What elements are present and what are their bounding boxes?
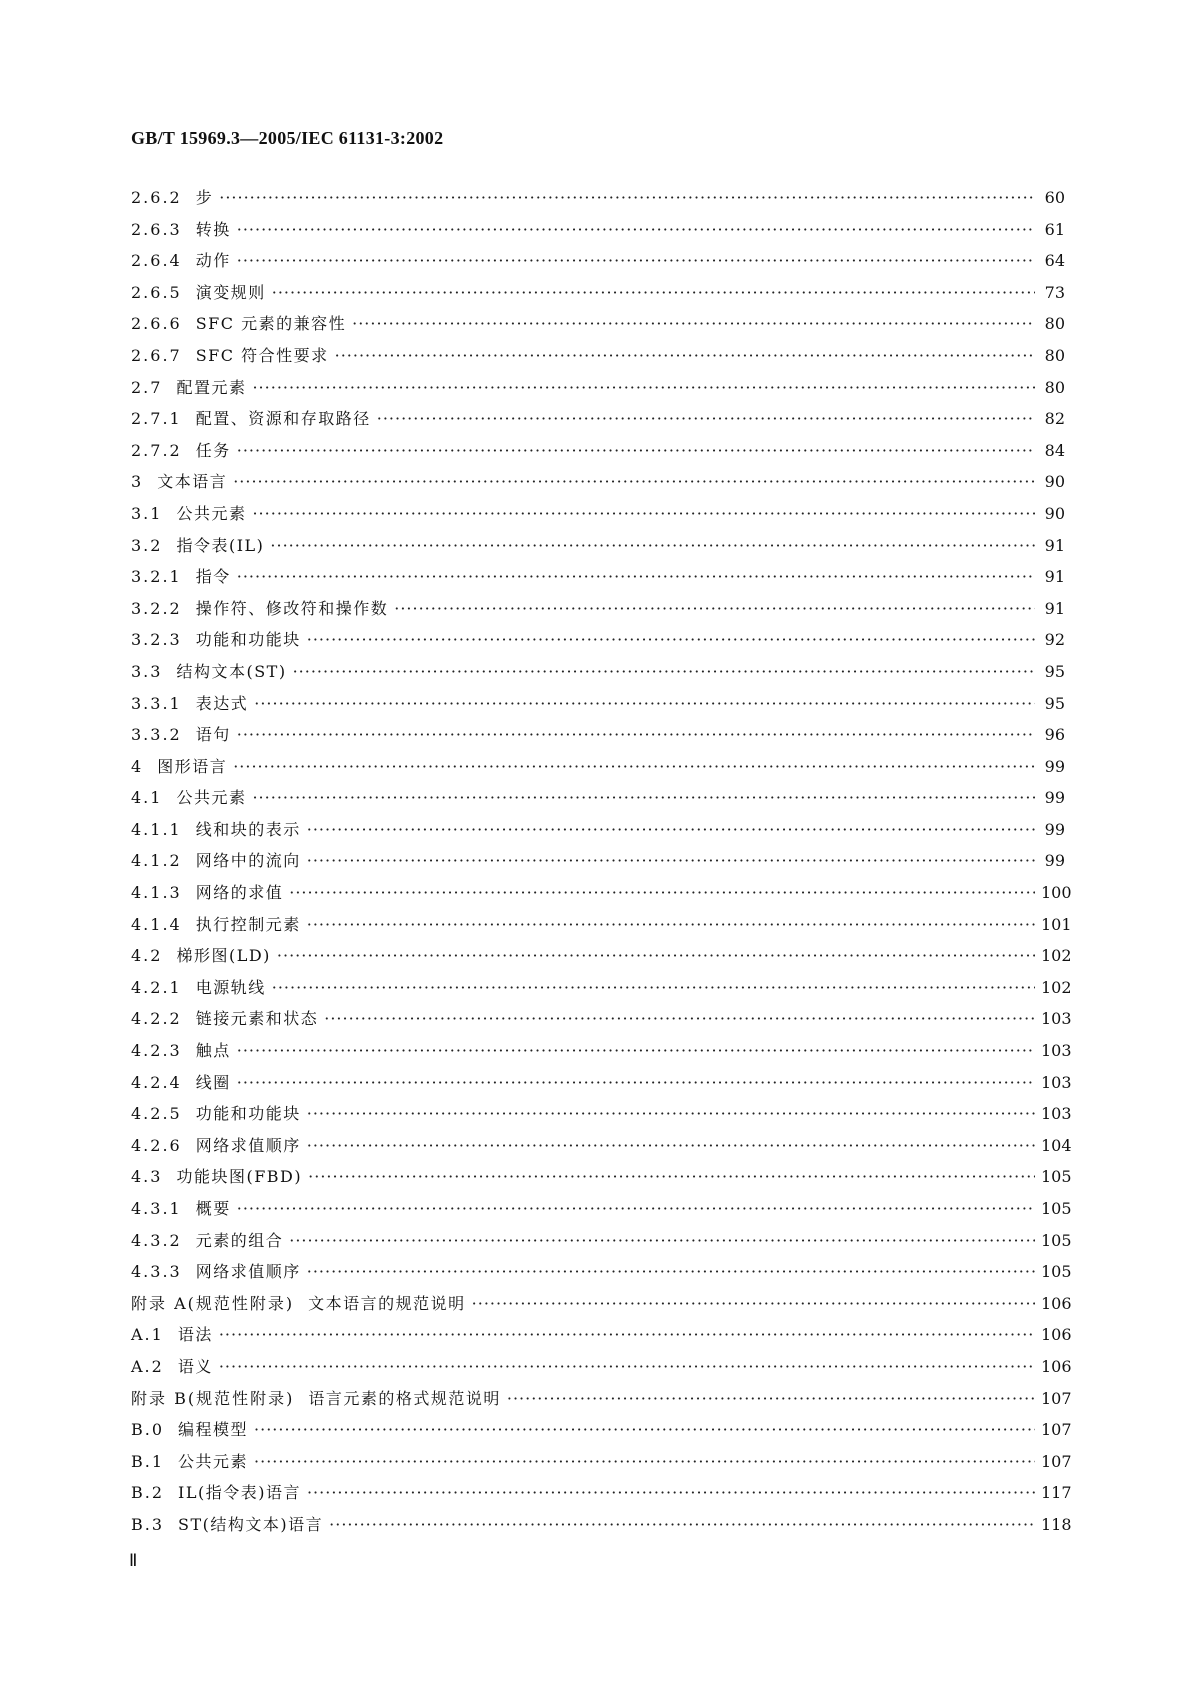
toc-entry-page: 64: [1044, 251, 1065, 271]
toc-entry-title: 表达式: [195, 693, 249, 713]
toc-entry-number: B.2: [131, 1483, 165, 1503]
toc-entry-title: 指令: [195, 567, 231, 587]
toc-leader-dots: [472, 1288, 1035, 1320]
toc-entry-title: 语言元素的格式规范说明: [308, 1388, 501, 1408]
toc-leader-dots: [307, 1256, 1035, 1288]
toc-entry-page: 106: [1041, 1356, 1072, 1376]
toc-entry-page: 80: [1044, 345, 1065, 365]
toc-leader-dots: [289, 1225, 1035, 1257]
toc-entry[interactable]: [131, 1225, 1072, 1257]
toc-entry-number: 2.6.2: [131, 188, 182, 207]
toc-entry-number: 2.6.7: [131, 345, 182, 365]
toc-leader-dots: [237, 561, 1035, 593]
toc-entry-number: B.1: [131, 1451, 165, 1471]
toc-entry-number: 2.7.1: [131, 409, 182, 429]
toc-entry-number: 4.1.4: [131, 914, 182, 934]
toc-entry-number: B.3: [131, 1514, 165, 1534]
toc-entry-page: 90: [1044, 472, 1065, 492]
toc-entry-title: 电源轨线: [195, 977, 266, 997]
toc-entry-title: 功能块图(FBD): [176, 1167, 303, 1187]
toc-entry[interactable]: [131, 561, 1065, 593]
toc-leader-dots: [307, 845, 1035, 877]
toc-entry-title: 语义: [177, 1356, 213, 1376]
toc-entry-page: 105: [1041, 1230, 1072, 1250]
toc-entry-page: 106: [1041, 1293, 1072, 1313]
toc-leader-dots: [237, 245, 1035, 277]
toc-leader-dots: [507, 1383, 1035, 1415]
toc-entry-page: 102: [1041, 946, 1072, 966]
toc-leader-dots: [272, 972, 1035, 1004]
toc-entry-number: 4.2.2: [131, 1009, 182, 1029]
toc-entry-number: 4.1: [131, 788, 163, 808]
toc-leader-dots: [252, 372, 1035, 404]
toc-leader-dots: [307, 1130, 1035, 1162]
toc-entry-page: 103: [1041, 1104, 1072, 1124]
toc-entry-page: 99: [1044, 788, 1065, 808]
toc-entry-page: 99: [1044, 851, 1065, 871]
toc-entry-title: 任务: [195, 440, 231, 460]
toc-entry-number: 4.2.3: [131, 1041, 182, 1061]
toc-entry-title: 网络求值顺序: [195, 1135, 301, 1155]
toc-leader-dots: [394, 593, 1035, 625]
toc-leader-dots: [254, 688, 1035, 720]
toc-leader-dots: [324, 1003, 1035, 1035]
toc-leader-dots: [219, 182, 1035, 214]
toc-entry-number: 3.2.2: [131, 598, 182, 618]
toc-entry[interactable]: [131, 1383, 1072, 1415]
toc-entry-number: A.1: [131, 1325, 164, 1345]
toc-entry[interactable]: [131, 877, 1072, 909]
toc-leader-dots: [254, 1414, 1035, 1446]
toc-leader-dots: [307, 1477, 1035, 1509]
toc-entry-number: 附录 A(规范性附录): [131, 1293, 295, 1313]
toc-entry-page: 104: [1041, 1135, 1072, 1155]
toc-entry[interactable]: [131, 782, 1065, 814]
toc-entry[interactable]: [131, 1067, 1072, 1099]
toc-leader-dots: [237, 719, 1035, 751]
toc-entry-page: 80: [1044, 314, 1065, 334]
toc-entry[interactable]: [131, 277, 1065, 309]
toc-entry[interactable]: [131, 940, 1072, 972]
toc-entry-page: 99: [1044, 756, 1065, 776]
toc-entry-number: 4.1.1: [131, 819, 182, 839]
toc-entry[interactable]: [131, 1319, 1072, 1351]
toc-leader-dots: [293, 656, 1035, 688]
toc-leader-dots: [237, 1035, 1035, 1067]
toc-leader-dots: [377, 403, 1035, 435]
toc-entry-title: 执行控制元素: [195, 914, 301, 934]
toc-entry-page: 91: [1044, 535, 1065, 555]
toc-entry-number: 4.1.3: [131, 883, 182, 903]
toc-leader-dots: [307, 909, 1035, 941]
toc-entry-title: 链接元素和状态: [195, 1009, 319, 1029]
toc-entry-page: 105: [1041, 1167, 1072, 1187]
toc-entry-title: 功能和功能块: [195, 630, 301, 650]
toc-entry-number: 4.2.6: [131, 1135, 182, 1155]
toc-entry-number: 2.6.5: [131, 282, 182, 302]
toc-entry-number: 2.7.2: [131, 440, 182, 460]
toc-entry-page: 92: [1044, 630, 1065, 650]
toc-leader-dots: [335, 340, 1035, 372]
toc-entry-page: 105: [1041, 1199, 1072, 1218]
toc-entry-title: 线和块的表示: [195, 819, 301, 839]
toc-entry-title: 配置元素: [176, 377, 247, 397]
toc-entry-page: 107: [1041, 1388, 1072, 1408]
toc-entry-title: 操作符、修改符和操作数: [195, 598, 389, 618]
toc-leader-dots: [252, 782, 1035, 814]
toc-entry-number: B.0: [131, 1420, 165, 1440]
toc-entry-page: 101: [1041, 914, 1072, 934]
toc-entry[interactable]: [131, 1477, 1072, 1509]
toc-entry-page: 99: [1044, 819, 1065, 839]
toc-entry-number: 4.3: [131, 1167, 163, 1187]
toc-entry-page: 107: [1041, 1420, 1072, 1440]
toc-entry[interactable]: [131, 814, 1065, 846]
toc-entry-title: 触点: [195, 1041, 231, 1061]
toc-entry-title: 公共元素: [176, 503, 247, 523]
toc-entry-page: 107: [1041, 1451, 1072, 1471]
toc-entry[interactable]: [131, 1351, 1072, 1383]
toc-entry-number: 4.3.1: [131, 1199, 182, 1218]
table-of-contents: [131, 182, 1072, 1541]
toc-leader-dots: [237, 1067, 1035, 1099]
toc-entry-title: 转换: [195, 219, 231, 239]
toc-entry-title: IL(指令表)语言: [178, 1483, 301, 1503]
page-number: Ⅱ: [129, 1551, 138, 1570]
toc-entry-title: 文本语言: [157, 472, 228, 492]
toc-entry[interactable]: [131, 1161, 1072, 1193]
toc-leader-dots: [307, 624, 1035, 656]
toc-entry[interactable]: [131, 1446, 1072, 1478]
toc-entry-number: 3.3.1: [131, 693, 182, 713]
toc-entry-title: 编程模型: [178, 1420, 249, 1440]
toc-entry-page: 73: [1044, 282, 1065, 302]
toc-entry-number: 4.3.2: [131, 1230, 182, 1250]
toc-leader-dots: [308, 1161, 1035, 1193]
toc-entry[interactable]: [131, 1098, 1072, 1130]
toc-entry[interactable]: [131, 498, 1065, 530]
toc-entry-title: 图形语言: [157, 756, 228, 776]
toc-entry-number: A.2: [131, 1356, 164, 1376]
toc-entry[interactable]: [131, 656, 1065, 688]
toc-entry[interactable]: [131, 1288, 1072, 1320]
toc-entry-number: 3.3: [131, 661, 163, 681]
toc-leader-dots: [307, 1098, 1035, 1130]
toc-leader-dots: [307, 814, 1035, 846]
toc-entry-title: 步: [195, 188, 214, 207]
toc-leader-dots: [237, 1193, 1035, 1225]
toc-entry-page: 103: [1041, 1009, 1072, 1029]
toc-entry-number: 4.2.1: [131, 977, 182, 997]
toc-entry-number: 附录 B(规范性附录): [131, 1388, 295, 1408]
toc-entry[interactable]: [131, 308, 1065, 340]
toc-leader-dots: [219, 1351, 1035, 1383]
toc-entry-title: 公共元素: [176, 788, 247, 808]
toc-entry-title: 元素的组合: [195, 1230, 284, 1250]
toc-leader-dots: [329, 1509, 1035, 1541]
toc-entry-title: 演变规则: [195, 282, 266, 302]
toc-entry-page: 96: [1044, 725, 1065, 745]
toc-entry-page: 90: [1044, 503, 1065, 523]
toc-leader-dots: [270, 530, 1035, 562]
toc-entry[interactable]: [131, 214, 1065, 246]
toc-entry[interactable]: [131, 1130, 1072, 1162]
toc-entry[interactable]: [131, 1193, 1072, 1225]
toc-entry-page: 91: [1044, 567, 1065, 587]
toc-entry-page: 95: [1044, 693, 1065, 713]
toc-entry-number: 2.6.4: [131, 251, 182, 271]
toc-entry-page: 106: [1041, 1325, 1072, 1345]
toc-entry[interactable]: [131, 340, 1065, 372]
toc-entry-page: 80: [1044, 377, 1065, 397]
toc-entry-title: 概要: [195, 1199, 231, 1218]
toc-entry[interactable]: [131, 182, 1065, 214]
toc-entry-title: 网络求值顺序: [195, 1262, 301, 1282]
toc-entry-page: 60: [1044, 188, 1065, 207]
toc-leader-dots: [277, 940, 1035, 972]
toc-entry[interactable]: [131, 1256, 1072, 1288]
toc-entry-page: 61: [1044, 219, 1065, 239]
toc-entry-page: 103: [1041, 1041, 1072, 1061]
toc-entry-title: 语法: [177, 1325, 213, 1345]
toc-entry[interactable]: [131, 1035, 1072, 1067]
toc-leader-dots: [219, 1319, 1035, 1351]
toc-entry[interactable]: [131, 435, 1065, 467]
toc-entry-page: 105: [1041, 1262, 1072, 1282]
toc-entry[interactable]: [131, 688, 1065, 720]
toc-entry-number: 2.7: [131, 377, 163, 397]
toc-entry-number: 3.2.3: [131, 630, 182, 650]
toc-entry-title: 功能和功能块: [195, 1104, 301, 1124]
toc-entry-title: SFC 符合性要求: [195, 345, 329, 365]
toc-entry-page: 91: [1044, 598, 1065, 618]
toc-entry-number: 3.1: [131, 503, 163, 523]
toc-entry-page: 103: [1041, 1072, 1072, 1092]
toc-entry-page: 102: [1041, 977, 1072, 997]
toc-leader-dots: [352, 308, 1035, 340]
toc-entry[interactable]: [131, 593, 1065, 625]
toc-entry[interactable]: [131, 530, 1065, 562]
toc-entry-title: ST(结构文本)语言: [178, 1514, 324, 1534]
toc-entry[interactable]: [131, 1414, 1072, 1446]
toc-entry[interactable]: [131, 624, 1065, 656]
toc-leader-dots: [237, 214, 1035, 246]
toc-entry-page: 100: [1041, 883, 1072, 903]
toc-entry-page: 82: [1044, 409, 1065, 429]
toc-entry[interactable]: [131, 466, 1065, 498]
toc-entry-page: 117: [1041, 1483, 1072, 1503]
toc-entry-title: 梯形图(LD): [176, 946, 271, 966]
toc-entry-title: 语句: [195, 725, 231, 745]
toc-entry-number: 3: [131, 472, 144, 492]
toc-leader-dots: [237, 435, 1035, 467]
toc-entry-title: 指令表(IL): [176, 535, 265, 555]
toc-entry-number: 4.3.3: [131, 1262, 182, 1282]
toc-entry-number: 2.6.3: [131, 219, 182, 239]
toc-entry[interactable]: [131, 719, 1065, 751]
toc-entry-number: 4.1.2: [131, 851, 182, 871]
toc-leader-dots: [233, 466, 1035, 498]
toc-entry[interactable]: [131, 372, 1065, 404]
toc-entry-number: 4.2.4: [131, 1072, 182, 1092]
toc-entry-title: 公共元素: [178, 1451, 249, 1471]
toc-entry-title: 文本语言的规范说明: [308, 1293, 466, 1313]
toc-entry-title: 结构文本(ST): [176, 661, 287, 681]
toc-entry[interactable]: [131, 1509, 1072, 1541]
toc-leader-dots: [272, 277, 1035, 309]
toc-entry-page: 118: [1041, 1514, 1072, 1534]
toc-entry-page: 95: [1044, 661, 1065, 681]
toc-entry-number: 3.2.1: [131, 567, 182, 587]
toc-entry-number: 3.2: [131, 535, 163, 555]
toc-entry[interactable]: [131, 403, 1065, 435]
toc-leader-dots: [254, 1446, 1035, 1478]
toc-entry-number: 4.2: [131, 946, 163, 966]
toc-entry[interactable]: [131, 972, 1072, 1004]
toc-entry-number: 4: [131, 756, 144, 776]
toc-entry-page: 84: [1044, 440, 1065, 460]
toc-entry-title: SFC 元素的兼容性: [195, 314, 347, 334]
toc-entry-title: 网络中的流向: [195, 851, 301, 871]
document-header: GB/T 15969.3—2005/IEC 61131-3:2002: [131, 128, 444, 148]
toc-entry[interactable]: [131, 845, 1065, 877]
toc-entry[interactable]: [131, 245, 1065, 277]
toc-leader-dots: [289, 877, 1035, 909]
toc-entry-number: 2.6.6: [131, 314, 182, 334]
toc-entry[interactable]: [131, 909, 1072, 941]
toc-entry-title: 网络的求值: [195, 883, 284, 903]
toc-entry-title: 动作: [195, 251, 231, 271]
toc-leader-dots: [233, 751, 1035, 783]
toc-entry-number: 4.2.5: [131, 1104, 182, 1124]
toc-entry-title: 线圈: [195, 1072, 231, 1092]
toc-entry-title: 配置、资源和存取路径: [195, 409, 371, 429]
toc-entry-number: 3.3.2: [131, 725, 182, 745]
toc-leader-dots: [252, 498, 1035, 530]
toc-entry[interactable]: [131, 751, 1065, 783]
toc-entry[interactable]: [131, 1003, 1072, 1035]
